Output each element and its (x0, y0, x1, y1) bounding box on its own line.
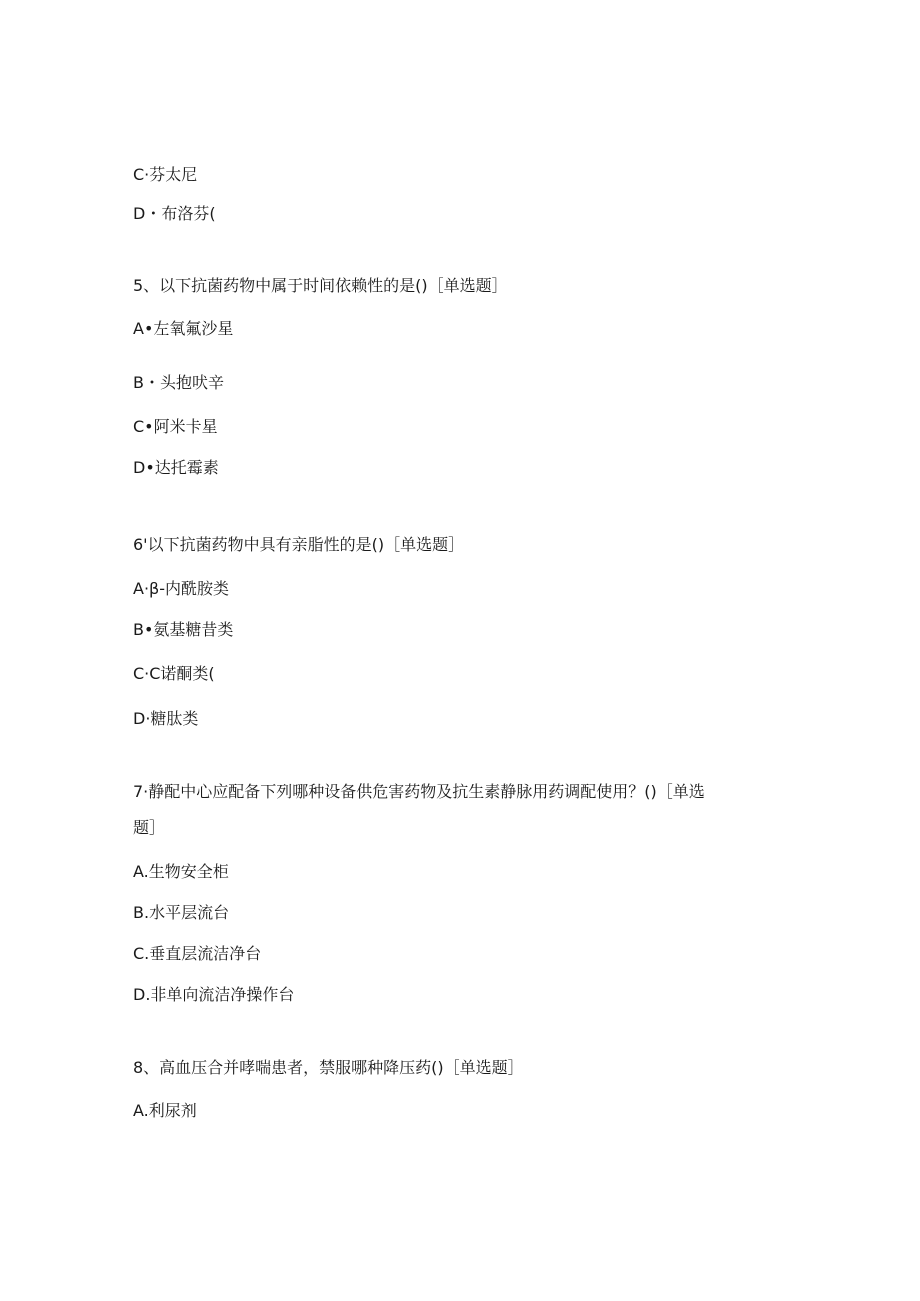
q5-option-b: B・头抱吠辛 (133, 373, 224, 392)
q5-option-d: D•达托霉素 (133, 458, 219, 477)
q7-question-continued: 题］ (133, 818, 166, 837)
q7-question: 7·静配中心应配备下列哪种设备供危害药物及抗生素静脉用药调配使用？()［单选 (133, 782, 705, 801)
q6-option-b: B•氨基糖昔类 (133, 620, 234, 639)
q6-option-d: D·糖肽类 (133, 709, 199, 728)
q5-option-c: C•阿米卡星 (133, 417, 218, 436)
q7-option-d: D.非单向流洁净操作台 (133, 985, 295, 1004)
q5-question: 5、以下抗菌药物中属于时间依赖性的是()［单选题］ (133, 276, 508, 295)
q4-option-c: C·芬太尼 (133, 165, 198, 184)
q6-option-a: A·β-内酰胺类 (133, 579, 230, 598)
q5-option-a: A•左氧氟沙星 (133, 319, 234, 338)
q7-option-a: A.生物安全柜 (133, 862, 229, 881)
q7-option-b: B.水平层流台 (133, 903, 230, 922)
q8-option-a: A.利尿剂 (133, 1101, 197, 1120)
q6-question: 6'以下抗菌药物中具有亲脂性的是()［单选题］ (133, 535, 465, 554)
q8-question: 8、高血压合并哮喘患者，禁服哪种降压药()［单选题］ (133, 1058, 524, 1077)
q6-option-c: C·C诺酮类( (133, 664, 215, 683)
q7-option-c: C.垂直层流洁净台 (133, 944, 262, 963)
q4-option-d: D・布洛芬( (133, 204, 216, 223)
